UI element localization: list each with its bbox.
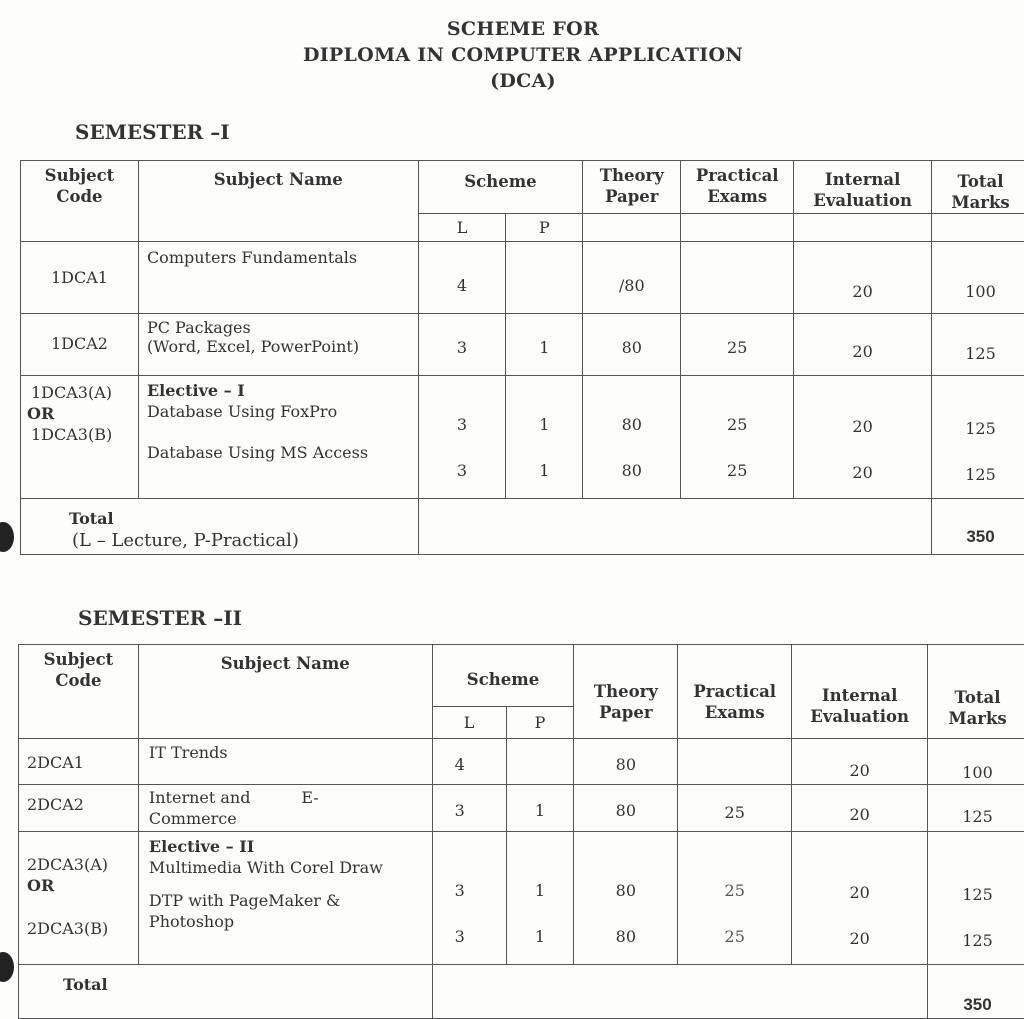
theory-marks: /80 [583, 242, 681, 314]
value: 20 [794, 450, 931, 496]
header-total [932, 161, 1024, 214]
total-value: 350 [928, 965, 1024, 1019]
practical-marks: 25 [678, 785, 792, 832]
header-text: Practical [681, 165, 793, 186]
value: 80 [574, 914, 677, 960]
header-text: Practical [678, 681, 791, 702]
elective-label: Elective – I [147, 380, 410, 401]
subject-name-line: PC Packages [147, 318, 410, 337]
doc-title-line3: (DCA) [0, 70, 1024, 92]
or-label: OR [27, 875, 134, 896]
elective-names [138, 376, 418, 499]
total-label: Total [19, 965, 433, 1019]
elective-row [21, 376, 1024, 499]
lecture-hours: 3 [418, 314, 506, 376]
elective-option-a: Multimedia With Corel Draw [149, 857, 422, 878]
elective-option-b: DTP with PageMaker & [149, 890, 422, 911]
header-text: Marks [932, 192, 1024, 213]
elective-label: Elective – II [149, 836, 422, 857]
header-text: Exams [678, 702, 791, 723]
theory-marks: 80 [574, 739, 678, 785]
subject-code: 2DCA2 [19, 785, 139, 832]
elective-code-b: 1DCA3(B) [31, 424, 134, 445]
empty-cell [432, 965, 927, 1019]
subject-name-line: Commerce [149, 808, 422, 829]
subject-name-line: (Word, Excel, PowerPoint) [147, 337, 410, 356]
header-subject-code [21, 161, 139, 242]
header-text: Internal [794, 169, 931, 190]
practical-hours: 1 [506, 314, 583, 376]
lecture-hours: 3 [432, 785, 506, 832]
header-text: Code [21, 186, 138, 207]
total-marks: 125 [932, 314, 1024, 376]
practical-marks [678, 739, 792, 785]
empty-cell [932, 214, 1024, 242]
header-practical [678, 645, 792, 739]
header-total [928, 645, 1024, 739]
header-text: Paper [583, 186, 680, 207]
header-text: Exams [681, 186, 793, 207]
practical-marks [681, 376, 794, 499]
semester-2-table [18, 644, 1024, 1019]
doc-title-line1: SCHEME FOR [0, 18, 1024, 40]
value: 80 [583, 448, 680, 494]
subject-code: 1DCA1 [21, 242, 139, 314]
value: 1 [507, 914, 574, 960]
elective-codes [21, 376, 139, 499]
semester-1-table [20, 160, 1024, 555]
header-theory [583, 161, 681, 214]
punch-hole-mark [0, 952, 14, 982]
theory-marks: 80 [583, 314, 681, 376]
value: 1 [506, 402, 582, 448]
total-marks: 125 [928, 785, 1024, 832]
header-row [19, 645, 1024, 707]
elective-names [138, 832, 432, 965]
value: 3 [455, 868, 506, 914]
value: 25 [678, 868, 791, 914]
elective-codes [19, 832, 139, 965]
header-subject-code [19, 645, 139, 739]
subject-name: Computers Fundamentals [138, 242, 418, 314]
total-value: 350 [932, 499, 1024, 555]
internal-marks: 20 [792, 785, 928, 832]
elective-option-b: Database Using MS Access [147, 442, 410, 463]
punch-hole-mark [0, 522, 14, 552]
value: 80 [574, 868, 677, 914]
internal-marks [792, 832, 928, 965]
total-marks: 100 [932, 242, 1024, 314]
practical-marks: 25 [681, 314, 794, 376]
header-l: L [432, 707, 506, 739]
table-row [21, 242, 1024, 314]
value: 1 [506, 448, 582, 494]
theory-marks [574, 832, 678, 965]
header-text: Subject [19, 649, 138, 670]
subject-name [138, 785, 432, 832]
header-subject-name: Subject Name [138, 645, 432, 739]
elective-code-a: 1DCA3(A) [31, 382, 134, 403]
header-internal [792, 645, 928, 739]
value: 25 [681, 402, 793, 448]
header-scheme: Scheme [432, 645, 574, 707]
header-practical [681, 161, 794, 214]
theory-marks [583, 376, 681, 499]
internal-marks: 20 [794, 314, 932, 376]
subject-code: 1DCA2 [21, 314, 139, 376]
internal-marks [794, 376, 932, 499]
empty-cell [583, 214, 681, 242]
value: 3 [419, 448, 506, 494]
total-marks: 100 [928, 739, 1024, 785]
header-subject-name: Subject Name [138, 161, 418, 242]
header-text: Evaluation [792, 706, 927, 727]
table-row [21, 314, 1024, 376]
value: 125 [932, 452, 1024, 498]
total-marks [932, 376, 1024, 499]
subject-name: IT Trends [138, 739, 432, 785]
header-text: Theory [574, 681, 677, 702]
table-row [19, 785, 1024, 832]
total-label: Total [21, 499, 419, 555]
header-text: Evaluation [794, 190, 931, 211]
empty-cell [681, 214, 794, 242]
elective-option-b: Photoshop [149, 911, 422, 932]
practical-hours [506, 376, 583, 499]
header-scheme: Scheme [418, 161, 583, 214]
internal-marks: 20 [792, 739, 928, 785]
value: 1 [507, 868, 574, 914]
header-text: Internal [792, 685, 927, 706]
or-label: OR [27, 403, 134, 424]
value: 25 [681, 448, 793, 494]
subject-code: 2DCA1 [19, 739, 139, 785]
header-text: Marks [928, 708, 1024, 729]
header-text: Code [19, 670, 138, 691]
value: 125 [932, 406, 1024, 452]
header-text: Total [932, 171, 1024, 192]
total-row [19, 965, 1024, 1019]
total-marks [928, 832, 1024, 965]
empty-cell [794, 214, 932, 242]
practical-marks [681, 242, 794, 314]
practical-hours [506, 832, 574, 965]
lecture-hours: 4 [432, 739, 506, 785]
elective-code-b: 2DCA3(B) [27, 918, 134, 939]
value: 3 [455, 914, 506, 960]
practical-marks [678, 832, 792, 965]
header-p: P [506, 214, 583, 242]
value: 3 [419, 402, 506, 448]
header-text: Paper [574, 702, 677, 723]
header-text: Subject [21, 165, 138, 186]
semester-2-heading: SEMESTER –II [78, 606, 242, 630]
lecture-hours [432, 832, 506, 965]
header-internal [794, 161, 932, 214]
header-row [21, 161, 1024, 214]
subject-name [138, 314, 418, 376]
practical-hours: 1 [506, 785, 574, 832]
elective-option-a: Database Using FoxPro [147, 401, 410, 422]
elective-row [19, 832, 1024, 965]
legend-note: (L – Lecture, P-Practical) [72, 530, 299, 551]
value: 125 [928, 918, 1024, 964]
lecture-hours: 4 [418, 242, 506, 314]
practical-hours [506, 242, 583, 314]
subject-name-line: Internet and E- [149, 787, 422, 808]
theory-marks: 80 [574, 785, 678, 832]
value: 20 [792, 870, 927, 916]
internal-marks: 20 [794, 242, 932, 314]
header-theory [574, 645, 678, 739]
header-l: L [418, 214, 506, 242]
value: 20 [794, 404, 931, 450]
value: 20 [792, 916, 927, 962]
value: 25 [678, 914, 791, 960]
header-text: Theory [583, 165, 680, 186]
lecture-hours [418, 376, 506, 499]
doc-title-line2: DIPLOMA IN COMPUTER APPLICATION [0, 44, 1024, 66]
empty-cell [418, 499, 931, 555]
value: 125 [928, 872, 1024, 918]
value: 80 [583, 402, 680, 448]
header-p: P [506, 707, 574, 739]
header-text: Total [928, 687, 1024, 708]
semester-1-heading: SEMESTER –I [75, 120, 230, 144]
table-row [19, 739, 1024, 785]
elective-code-a: 2DCA3(A) [27, 854, 134, 875]
practical-hours [506, 739, 574, 785]
